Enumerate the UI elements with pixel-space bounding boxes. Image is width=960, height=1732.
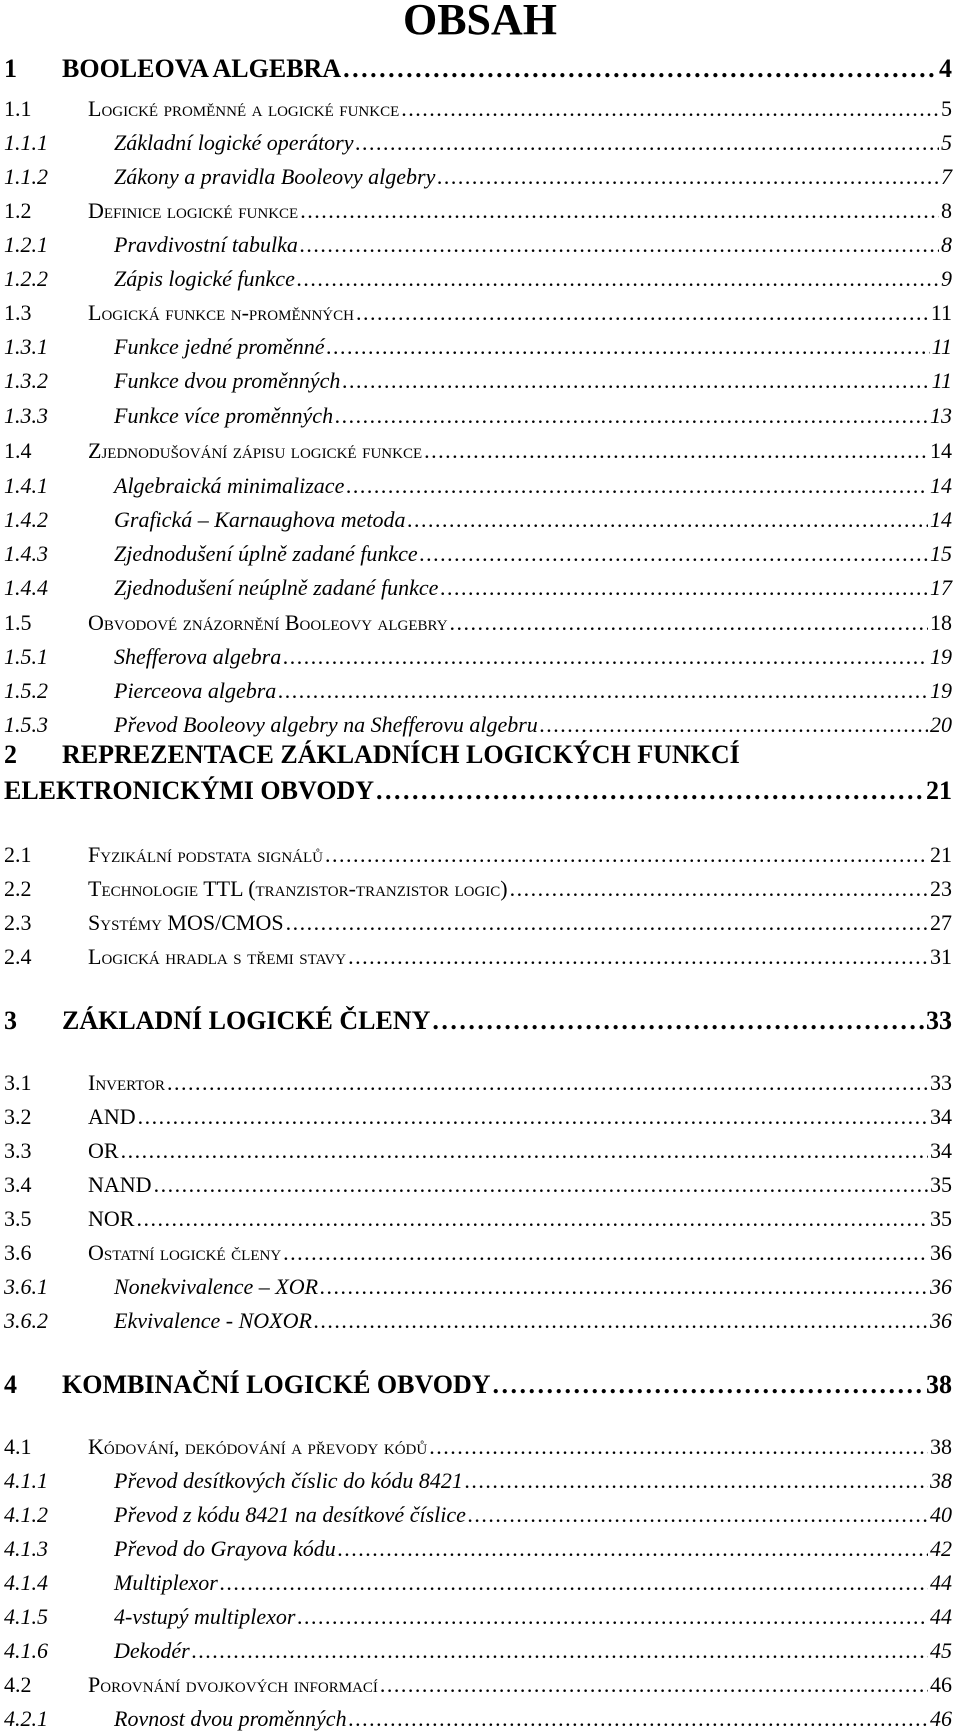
toc-page-number: 38 [930,1468,952,1493]
toc-entry-title: Logické proměnné a logické funkce [88,96,400,121]
toc-entry[interactable] [4,1104,952,1130]
toc-entry-number: 1.4.4 [4,575,48,600]
toc-entry-number: 4.1 [4,1434,32,1459]
toc-entry-title: Funkce více proměnných [114,403,334,428]
toc-entry-title: Algebraická minimalizace [114,473,345,498]
toc-entry-number: 3.6.1 [4,1274,48,1299]
toc-page-number: 38 [930,1434,952,1459]
toc-entry-number: 1.3.2 [4,368,48,393]
toc-entry-title: Základní logické operátory [114,130,354,155]
toc-page-number: 13 [930,403,952,428]
toc-page-number: 11 [930,300,952,325]
toc-dot-leader [297,266,939,292]
toc-entry-number: 2.3 [4,910,32,935]
toc-entry-title: Shefferova algebra [114,644,282,669]
toc-entry-title: Technologie TTL (tranzistor-tranzistor logic) [88,876,508,901]
toc-entry-title: Zjednodušování zápisu logické funkce [88,438,423,463]
toc-page-number: 44 [930,1570,952,1595]
toc-dot-leader [283,644,928,670]
toc-entry-title: Zápis logické funkce [114,266,295,291]
toc-entry-title: Nonekvivalence – XOR [114,1274,319,1299]
toc-entry-title: Pravdivostní tabulka [114,232,298,257]
toc-page-number: 36 [930,1274,952,1299]
toc-page-number: 40 [930,1502,952,1527]
toc-page-number: 11 [931,368,952,393]
toc-page-number: 23 [930,876,952,901]
toc-entry[interactable] [4,403,952,429]
toc-entry-number: 4.1.3 [4,1536,48,1561]
toc-chapter[interactable] [4,1370,952,1400]
toc-entry-number: 4.1.5 [4,1604,48,1629]
toc-entry-number: 1.4.2 [4,507,48,532]
toc-dot-leader [540,712,928,738]
toc-dot-leader [493,1370,924,1400]
toc-dot-leader [437,164,939,190]
toc-entry-title: Logická hradla s třemi stavy [88,944,347,969]
toc-entry-number: 1.5 [4,610,32,635]
toc-entry[interactable] [4,164,952,190]
toc-dot-leader [450,610,928,636]
toc-entry-number: 1.4 [4,438,32,463]
toc-entry-title: Funkce dvou proměnných [114,368,341,393]
toc-page-number: 8 [941,232,952,257]
toc-dot-leader [338,1536,928,1562]
toc-page-number: 38 [926,1370,952,1399]
toc-entry[interactable] [4,842,952,868]
toc-entry-number: 1.1 [4,96,32,121]
toc-page-number: 31 [930,944,952,969]
toc-dot-leader [327,334,930,360]
toc-dot-leader [432,1006,924,1036]
toc-dot-leader [356,130,939,156]
toc-entry-title: Fyzikální podstata signálů [88,842,323,867]
toc-page-number: 21 [926,776,952,805]
toc-entry[interactable] [4,1638,952,1664]
toc-entry-title: AND [88,1104,136,1129]
toc-page-number: 46 [930,1672,952,1697]
toc-dot-leader [154,1172,928,1198]
toc-page-number: 34 [930,1138,952,1163]
toc-page-number: 33 [926,1006,952,1035]
toc-entry[interactable] [4,334,952,360]
toc-entry[interactable] [4,776,952,806]
toc-entry-title: OR [88,1138,119,1163]
toc-dot-leader [401,96,939,122]
toc-entry-number: 1.1.2 [4,164,48,189]
toc-entry[interactable] [4,1536,952,1562]
toc-entry[interactable] [4,1570,952,1596]
toc-entry[interactable] [4,610,952,636]
toc-page-number: 34 [930,1104,952,1129]
toc-entry-title: Invertor [88,1070,165,1095]
toc-entry-number: 4.1.1 [4,1468,48,1493]
toc-entry-number: 1.3.1 [4,334,48,359]
toc-entry-number: 3.2 [4,1104,32,1129]
toc-dot-leader [167,1070,928,1096]
toc-page-number: 36 [930,1308,952,1333]
toc-entry[interactable] [4,1308,952,1334]
toc-entry[interactable] [4,507,952,533]
toc-entry-number: 3.4 [4,1172,32,1197]
toc-page-number: 5 [941,130,952,155]
toc-dot-leader [440,575,928,601]
toc-page-number: 14 [930,507,952,532]
toc-dot-leader [325,842,928,868]
toc-entry[interactable] [4,1240,952,1266]
toc-entry-number: 4 [4,1370,17,1399]
toc-dot-leader [342,368,929,394]
toc-page-number: 9 [941,266,952,291]
toc-dot-leader [136,1206,928,1232]
toc-page-number: 35 [930,1172,952,1197]
toc-entry-title: Grafická – Karnaughova metoda [114,507,406,532]
toc-entry-title: NOR [88,1206,135,1231]
toc-entry-title: 4-vstupý multiplexor [114,1604,296,1629]
toc-entry[interactable] [4,232,952,258]
toc-entry[interactable] [4,300,952,326]
toc-entry-title: Převod Booleovy algebry na Shefferovu algebru [114,712,538,737]
toc-dot-leader [138,1104,928,1130]
toc-page-number: 19 [930,678,952,703]
toc-page-number: 4 [939,54,952,83]
toc-dot-leader [465,1468,928,1494]
toc-page-number: 7 [941,164,952,189]
toc-dot-leader [376,776,924,806]
toc-entry-title: Pierceova algebra [114,678,277,703]
toc-entry[interactable] [4,910,952,936]
toc-entry-number: 1 [4,54,17,83]
toc-page-number: 33 [930,1070,952,1095]
toc-entry-title: Převod desítkových číslic do kódu 8421 [114,1468,463,1493]
toc-entry-title: NAND [88,1172,152,1197]
toc-dot-leader [407,507,928,533]
toc-dot-leader [343,54,937,84]
toc-entry[interactable] [4,438,952,464]
toc-entry[interactable] [4,678,952,704]
toc-entry-title-line1[interactable]: REPREZENTACE ZÁKLADNÍCH LOGICKÝCH FUNKCÍ [62,740,740,769]
toc-dot-leader [286,910,928,936]
toc-page-number: 19 [930,644,952,669]
toc-entry-number: 2 [4,740,17,769]
toc-entry-title: Systémy MOS/CMOS [88,910,284,935]
toc-entry[interactable] [4,712,952,738]
toc-page-number: 20 [930,712,952,737]
toc-entry[interactable] [4,1434,952,1460]
toc-entry[interactable] [4,198,952,224]
toc-page-number: 21 [930,842,952,867]
toc-dot-leader [192,1638,928,1664]
toc-dot-leader [424,438,928,464]
toc-entry-number: 1.1.1 [4,130,48,155]
toc-entry-title: Rovnost dvou proměnných [114,1706,347,1731]
toc-page-number: 14 [930,438,952,463]
toc-dot-leader [121,1138,928,1164]
toc-entry[interactable] [4,368,952,394]
toc-entry[interactable] [4,1070,952,1096]
toc-page-number: 42 [930,1536,952,1561]
toc-dot-leader [380,1672,928,1698]
toc-entry-number: 1.5.3 [4,712,48,737]
toc-entry[interactable] [4,1138,952,1164]
toc-dot-leader [510,876,928,902]
toc-dot-leader [346,473,928,499]
toc-page-number: 11 [931,334,952,359]
toc-entry-number: 3.3 [4,1138,32,1163]
toc-dot-leader [348,944,928,970]
toc-entry-number: 4.2 [4,1672,32,1697]
toc-dot-leader [314,1308,928,1334]
toc-entry-number: 4.2.1 [4,1706,48,1731]
toc-dot-leader [356,300,929,326]
toc-dot-leader [300,198,939,224]
toc-page-number: 36 [930,1240,952,1265]
toc-dot-leader [283,1240,928,1266]
toc-entry-number: 3.1 [4,1070,32,1095]
toc-entry-title: Ostatní logické členy [88,1240,282,1265]
toc-page-number: 46 [930,1706,952,1731]
toc-dot-leader [349,1706,928,1732]
toc-page-number: 45 [930,1638,952,1663]
toc-entry[interactable] [4,1468,952,1494]
toc-chapter[interactable] [4,1006,952,1036]
toc-entry-title: Dekodér [114,1638,190,1663]
toc-entry-number: 4.1.4 [4,1570,48,1595]
toc-entry-number: 1.5.2 [4,678,48,703]
toc-entry-title: ZÁKLADNÍ LOGICKÉ ČLENY [62,1006,431,1035]
toc-entry[interactable] [4,1206,952,1232]
toc-entry-number: 2.4 [4,944,32,969]
toc-page-number: 35 [930,1206,952,1231]
toc-dot-leader [278,678,928,704]
toc-entry[interactable] [4,1672,952,1698]
toc-dot-leader [320,1274,928,1300]
toc-page-number: 5 [941,96,952,121]
toc-entry-title: Logická funkce n-proměnných [88,300,354,325]
toc-page-number: 27 [930,910,952,935]
toc-dot-leader [335,403,928,429]
toc-entry-title: Převod z kódu 8421 na desítkové číslice [114,1502,466,1527]
toc-page-number: 44 [930,1604,952,1629]
page-title: OBSAH [402,0,558,44]
toc-entry-title: Zjednodušení neúplně zadané funkce [114,575,439,600]
toc-entry[interactable] [4,541,952,567]
toc-dot-leader [429,1434,928,1460]
toc-entry[interactable] [4,96,952,122]
toc-dot-leader [468,1502,928,1528]
toc-entry-title-line2: ELEKTRONICKÝMI OBVODY [4,776,375,805]
toc-chapter[interactable] [4,54,952,84]
toc-entry[interactable] [4,944,952,970]
toc-entry-title: Porovnání dvojkových informací [88,1672,378,1697]
toc-entry-number: 1.4.1 [4,473,48,498]
toc-entry-title: Definice logické funkce [88,198,299,223]
toc-entry-title: Zákony a pravidla Booleovy algebry [114,164,436,189]
toc-entry[interactable] [4,1274,952,1300]
toc-entry[interactable] [4,575,952,601]
toc-entry-title: BOOLEOVA ALGEBRA [62,54,342,83]
toc-entry[interactable] [4,266,952,292]
toc-entry-title: Funkce jedné proměnné [114,334,325,359]
toc-entry[interactable] [4,1604,952,1630]
toc-page-number: 18 [930,610,952,635]
toc-dot-leader [297,1604,928,1630]
toc-dot-leader [220,1570,928,1596]
toc-dot-leader [420,541,928,567]
toc-entry-title: Multiplexor [114,1570,218,1595]
toc-entry[interactable] [4,1706,952,1732]
toc-entry[interactable] [4,1502,952,1528]
toc-entry-number: 3 [4,1006,17,1035]
toc-entry-number: 3.5 [4,1206,32,1231]
toc-entry-number: 1.4.3 [4,541,48,566]
toc-entry-title: Převod do Grayova kódu [114,1536,336,1561]
toc-page-number: 17 [930,575,952,600]
toc-entry-number: 2.1 [4,842,32,867]
toc-page-number: 15 [930,541,952,566]
toc-entry[interactable] [4,130,952,156]
toc-entry-number: 3.6 [4,1240,32,1265]
toc-entry-number: 1.3 [4,300,32,325]
toc-entry-title: Obvodové znázornění Booleovy algebry [88,610,448,635]
toc-entry-number: 3.6.2 [4,1308,48,1333]
toc-entry-title: Kódování, dekódování a převody kódů [88,1434,428,1459]
toc-entry-title: Ekvivalence - NOXOR [114,1308,312,1333]
toc-entry-number: 1.2 [4,198,32,223]
toc-entry-title: Zjednodušení úplně zadané funkce [114,541,418,566]
toc-entry[interactable] [4,473,952,499]
toc-entry-number: 2.2 [4,876,32,901]
toc-page-number: 8 [941,198,952,223]
toc-entry-number: 4.1.2 [4,1502,48,1527]
toc-entry-number: 4.1.6 [4,1638,48,1663]
toc-entry-number: 1.2.2 [4,266,48,291]
toc-entry[interactable] [4,644,952,670]
toc-entry-number: 1.2.1 [4,232,48,257]
toc-entry[interactable] [4,876,952,902]
toc-entry-number: 1.3.3 [4,403,48,428]
toc-entry[interactable] [4,1172,952,1198]
toc-dot-leader [300,232,939,258]
toc-page-number: 14 [930,473,952,498]
toc-entry-number: 1.5.1 [4,644,48,669]
toc-entry-title: KOMBINAČNÍ LOGICKÉ OBVODY [62,1370,491,1399]
